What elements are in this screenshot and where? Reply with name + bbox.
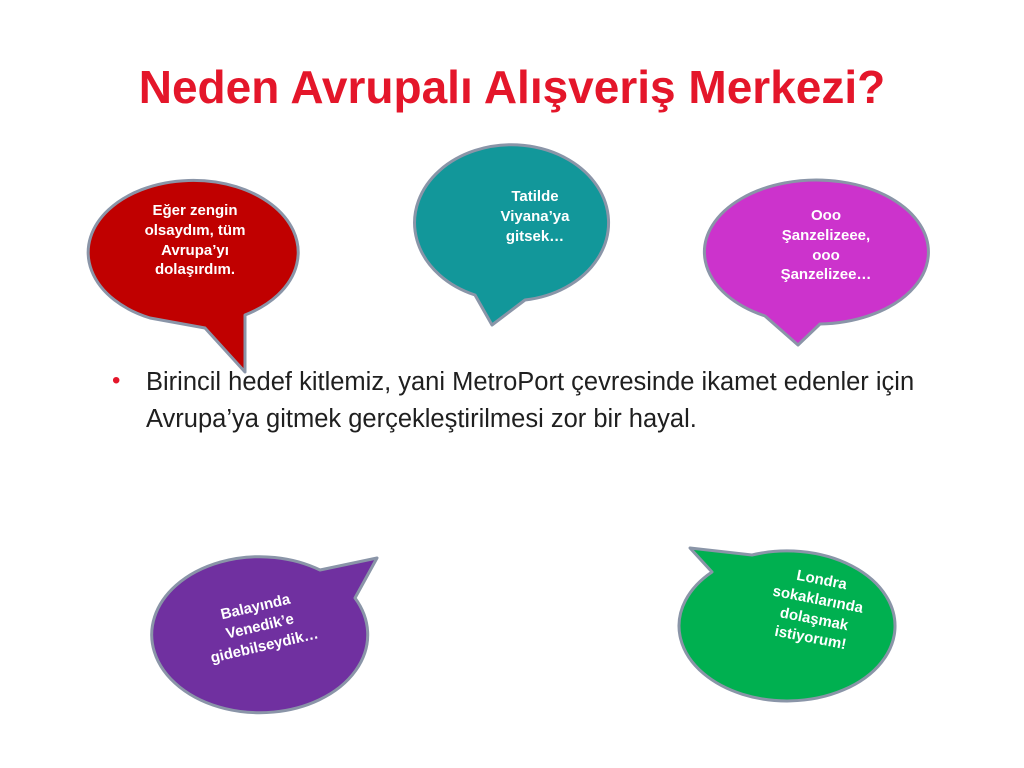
- slide-title: Neden Avrupalı Alışveriş Merkezi?: [138, 61, 886, 113]
- bullet-marker: •: [112, 367, 121, 394]
- bullet-item: [112, 364, 932, 438]
- speech-bubble-green-text: Londra sokaklarında dolaşmak istiyorum!: [771, 566, 865, 654]
- speech-bubble-purple-text: Balayında Venedik’e gidebilseydik…: [208, 590, 320, 667]
- bullet-text: Birincil hedef kitlemiz, yani MetroPort çevresinde ikamet edenler için Avrupa’ya gitmek gerçekleştirilmesi zor bir hayal.: [146, 368, 915, 433]
- speech-bubble-magenta-text: Ooo Şanzelizeee, ooo Şanzelizee…: [780, 207, 872, 284]
- speech-bubble-teal-text: Tatilde Viyana’ya gitsek…: [500, 188, 570, 245]
- bullet-list: [112, 364, 932, 438]
- speech-bubble-red-text: Eğer zengin olsaydım, tüm Avrupa’yı dolaşırdım.: [144, 202, 246, 279]
